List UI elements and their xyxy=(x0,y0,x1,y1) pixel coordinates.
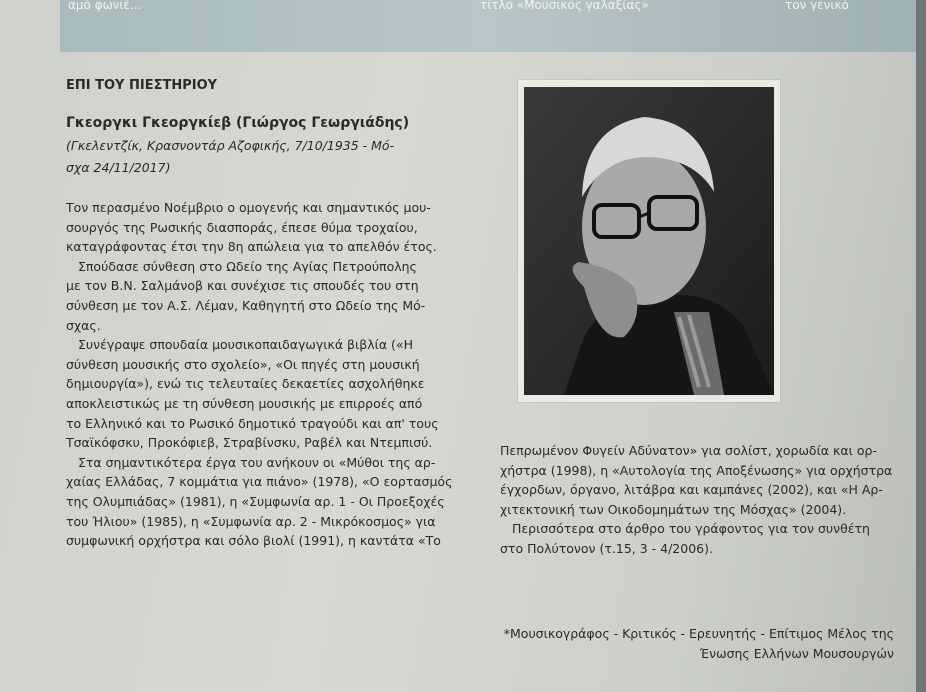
text-line: Στα σημαντικότερα έργα του ανήκουν οι «Μύθοι της αρ- xyxy=(78,454,436,470)
footnote-line: *Μουσικογράφος - Κριτικός - Ερευνητής - Επίτιμος Μέλος της xyxy=(503,626,894,641)
text-line: Συνέγραψε σπουδαία μουσικοπαιδαγωγικά βιβλία («Η xyxy=(78,337,413,353)
text-line: χαίας Ελλάδας, 7 κομμάτια για πιάνο» (1978), «Ο εορτασμός xyxy=(66,474,453,490)
article-right-column xyxy=(500,441,900,559)
text-line: δημιουργία»), ενώ τις τελευταίες δεκαετίες ασχολήθηκε xyxy=(66,376,425,392)
portrait-image xyxy=(524,87,774,395)
text-line: σύνθεση με τον Α.Σ. Λέμαν, Καθηγητή στο Ωδείο της Μό- xyxy=(66,297,426,313)
composer-portrait-photo xyxy=(518,80,780,402)
text-line: το Ελληνικό και το Ρωσικό δημοτικό τραγούδι και απ' τους xyxy=(66,415,439,431)
text-line: χιτεκτονική των Οικοδομημάτων της Μόσχας» (2004). xyxy=(500,501,847,517)
text-line: στο Πολύτονον (τ.15, 3 - 4/2006). xyxy=(500,540,713,556)
text-line: Περισσότερα στο άρθρο του γράφοντος για τον συνθέτη xyxy=(512,521,870,537)
page-edge xyxy=(916,0,926,692)
section-title: ΕΠΙ ΤΟΥ ΠΙΕΣΤΗΡΙΟΥ xyxy=(66,78,218,93)
text-line: με τον Β.Ν. Σαλμάνοβ και συνέχισε τις σπουδές του στη xyxy=(66,278,419,294)
header-mid-fragment: τίτλο «Μουσικός γαλαξίας» xyxy=(480,0,649,12)
composer-dates-line1: (Γκελεντζίκ, Κρασνοντάρ Αζοφικής, 7/10/1935 - Μό- xyxy=(66,138,395,153)
text-line: Πεπρωμένον Φυγείν Αδύνατον» για σολίστ, χορωδία και ορ- xyxy=(500,443,877,458)
text-line: του Ήλιου» (1985), η «Συμφωνία αρ. 2 - Μικρόκοσμος» για xyxy=(66,513,436,529)
footnote-line: Ένωσης Ελλήνων Μουσουργών xyxy=(699,645,894,661)
top-header-band xyxy=(60,0,920,52)
text-line: σύνθεση μουσικής στο σχολείο», «Οι πηγές στη μουσική xyxy=(66,356,420,372)
article-left-column xyxy=(66,198,466,551)
text-line: συμφωνική ορχήστρα και σόλο βιολί (1991), η καντάτα «Το xyxy=(66,533,441,549)
text-line: καταγράφοντας έτσι την 8η απώλεια για το απελθόν έτος. xyxy=(66,239,437,255)
text-line: σουργός της Ρωσικής διασποράς, έπεσε θύμα τροχαίου, xyxy=(66,219,418,235)
text-line: Τον περασμένο Νοέμβριο ο ομογενής και σημαντικός μου- xyxy=(66,200,431,215)
composer-name: Γκεοργκι Γκεοργκίεβ (Γιώργος Γεωργιάδης) xyxy=(66,115,410,131)
text-line: χήστρα (1998), η «Αυτολογία της Αποξένωσης» για ορχήστρα xyxy=(500,462,893,478)
composer-dates-line2: σχα 24/11/2017) xyxy=(66,160,171,175)
text-line: αποκλειστικώς με τη σύνθεση μουσικής με επιρροές από xyxy=(66,395,423,411)
text-line: Σπούδασε σύνθεση στο Ωδείο της Αγίας Πετρούπολης xyxy=(78,258,417,274)
header-right-fragment: τον γενικό xyxy=(785,0,849,12)
header-left-fragment: αμό φωνιέ... xyxy=(68,0,142,12)
text-line: της Ολυμπιάδας» (1981), η «Συμφωνία αρ. 1 - Οι Προεξοχές xyxy=(66,493,445,509)
text-line: σχας. xyxy=(66,317,101,333)
text-line: έγχορδων, όργανο, λιτάβρα και καμπάνες (2002), και «Η Αρ- xyxy=(500,482,883,498)
author-footnote xyxy=(494,624,894,663)
text-line: Τσαϊκόφσκυ, Προκόφιεβ, Στραβίνσκυ, Ραβέλ και Ντεμπισύ. xyxy=(66,435,433,451)
